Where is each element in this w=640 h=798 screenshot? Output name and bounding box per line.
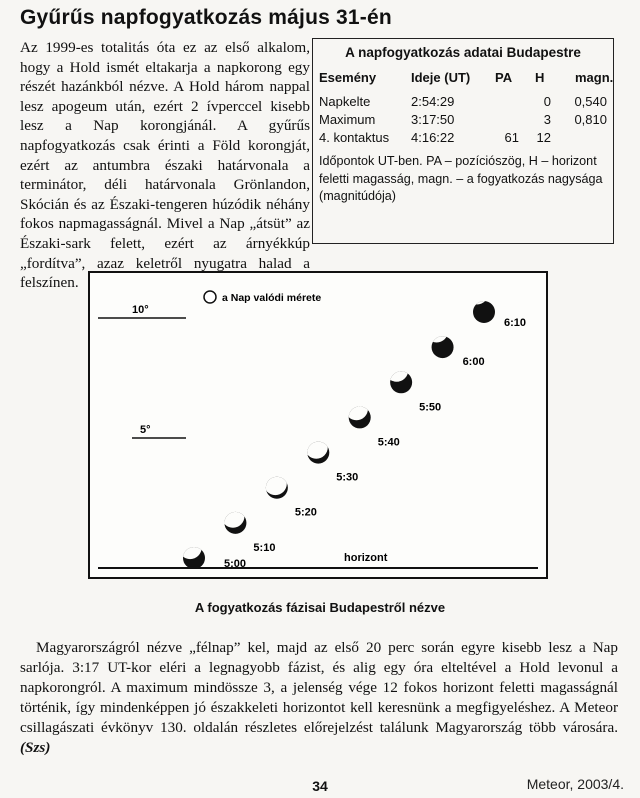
article-title: Gyűrűs napfogyatkozás május 31-én bbox=[20, 6, 392, 29]
altitude-label-10: 10° bbox=[132, 304, 149, 316]
bottom-text: Magyarországról nézve „félnap” kel, majd az első 20 perc során egyre kisebb lesz a Nap sarlója. 3:17 UT-kor eléri a legnagyobb fázist, és alig egy óra elteltével a Hold levonul a napkorongról. A maximum mindössze 3, a jelenség vége 12 fokos horizont feletti magasságnál történik, így mindenképpen jó északkeleti horizontot kell keresnünk a megfigyeléshez. A Meteor csillagászati évkönyv 130. oldalán részletes előrejelzést találunk Magyarország több városára. bbox=[20, 639, 618, 736]
table-header: Esemény bbox=[319, 70, 377, 85]
table-header: Ideje (UT) bbox=[411, 70, 471, 85]
altitude-label-5: 5° bbox=[140, 424, 151, 436]
bottom-paragraph bbox=[20, 638, 618, 758]
bottom-text-para bbox=[20, 638, 618, 758]
horizon-label: horizont bbox=[344, 552, 388, 564]
source-label: Meteor, 2003/4. bbox=[526, 776, 624, 792]
table-header-row bbox=[319, 70, 614, 88]
phase-time-label: 5:20 bbox=[294, 506, 317, 519]
table-cell: 3 bbox=[543, 112, 551, 127]
legend-label: a Nap valódi mérete bbox=[222, 292, 322, 304]
phase-time-label: 5:50 bbox=[419, 401, 442, 414]
phase-time-label: 5:30 bbox=[336, 471, 359, 484]
table-cell: 0 bbox=[543, 94, 551, 109]
table-row bbox=[319, 94, 607, 112]
table-header: magn. bbox=[575, 70, 614, 85]
phase-time-label: 5:40 bbox=[377, 436, 400, 449]
true-sun-size-icon bbox=[204, 291, 216, 303]
phase-time-label: 5:00 bbox=[224, 558, 247, 570]
table-note: Időpontok UT-ben. PA – pozíciószög, H – horizont feletti magasság, magn. – a fogyatkozás nagysága (magnitúdója) bbox=[319, 154, 603, 204]
table-cell: 61 bbox=[504, 130, 519, 145]
table-title: A napfogyatkozás adatai Budapestre bbox=[345, 45, 581, 60]
table-cell: 3:17:50 bbox=[411, 112, 455, 127]
eclipse-phase-diagram bbox=[88, 271, 548, 579]
phase-time-label: 6:10 bbox=[504, 317, 527, 329]
table-cell: 4:16:22 bbox=[411, 130, 455, 145]
table-header: PA bbox=[495, 70, 513, 85]
phase-time-label: 6:00 bbox=[462, 356, 485, 369]
intro-paragraph bbox=[20, 38, 310, 293]
table-cell: 12 bbox=[536, 130, 551, 145]
intro-text: Az 1999-es totalitás óta ez az első alkalom, hogy a Hold ismét eltakarja a napkorong egy részét hazánkból nézve. A Hold három nappal lesz apogeum után, ezért 2 ívperccel kisebb lesz a Nap korongjánál. A gyűrűs napfogyatkozás csak érinti a Föld korongját, ezért az antumbra északi határvonala a terminátor, déli határvonala Grönlandon, Skócián és az Északi-tengeren húzódik néhány fokos napmagasságnál. Mivel a Nap „átsüt” az Északi-sark felett, ezért az árnyékkúp „fordítva”, azaz keletről nyugatra halad a felszínen. bbox=[20, 39, 310, 292]
table-header: H bbox=[535, 70, 545, 85]
eclipse-phase-svg bbox=[88, 271, 548, 579]
phase-time-label: 5:10 bbox=[253, 541, 276, 554]
table-cell: Maximum bbox=[319, 112, 376, 127]
table-cell: 0,540 bbox=[574, 94, 607, 109]
table-row bbox=[319, 130, 607, 148]
table-cell: 2:54:29 bbox=[411, 94, 455, 109]
page-number: 34 bbox=[312, 778, 328, 794]
table-cell: 0,810 bbox=[574, 112, 607, 127]
figure-caption: A fogyatkozás fázisai Budapestről nézve bbox=[194, 600, 446, 615]
table-cell: 4. kontaktus bbox=[319, 130, 390, 145]
table-row bbox=[319, 112, 607, 130]
author-signature: (Szs) bbox=[20, 739, 51, 756]
table-cell: Napkelte bbox=[319, 94, 371, 109]
eclipse-data-table bbox=[312, 38, 614, 244]
